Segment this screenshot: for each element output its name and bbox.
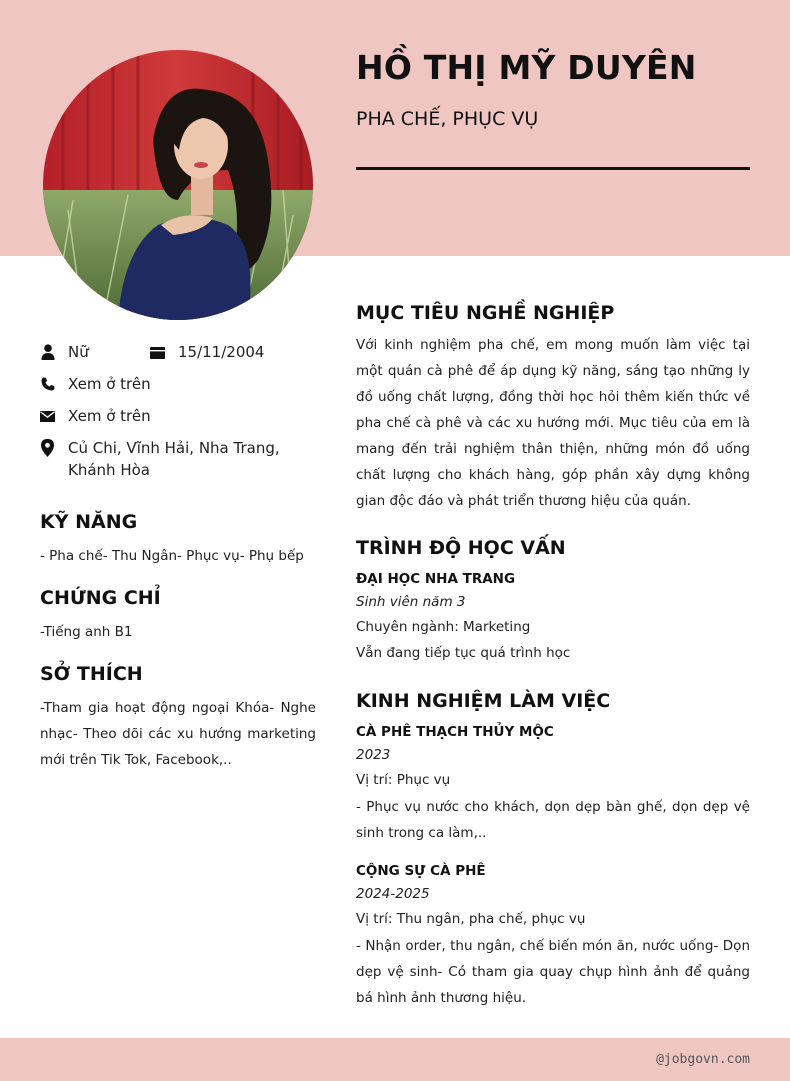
address-row [40,437,320,481]
objective-title: MỤC TIÊU NGHỀ NGHIỆP [356,302,615,324]
map-pin-icon [40,437,55,459]
education-period: Sinh viên năm 3 [356,594,466,610]
gender-value: Nữ [68,343,89,361]
experience-position: Vị trí: Thu ngân, pha chế, phục vụ [356,911,586,927]
education-title: TRÌNH ĐỘ HỌC VẤN [356,537,566,559]
phone-value: Xem ở trên [68,375,151,393]
avatar [43,50,313,320]
certificates-text: -Tiếng anh B1 [40,624,133,640]
education-note: Vẫn đang tiếp tục quá trình học [356,645,571,661]
hobbies-title: SỞ THÍCH [40,663,143,685]
header-divider [356,167,750,170]
watermark: @jobgovn.com [656,1052,750,1067]
email-row [40,405,151,427]
objective-text: Với kinh nghiệm pha chế, em mong muốn làm việc tại một quán cà phê để áp dụng kỹ năng, sáng tạo những ly đồ uống chất lượng, đồng thời học hỏi thêm kiến thức về pha chế cà phê và các xu hướng mới. Mục tiêu của em là mang đến trải nghiệm thân thiện, những món đồ uống chất lượng cho khách hàng, góp phần xây dựng không gian độc đáo và phát triển thương hiệu của quán. [356,337,750,509]
skills-title: KỸ NĂNG [40,511,138,533]
experience-description: - Phục vụ nước cho khách, dọn dẹp bàn ghế, dọn dẹp vệ sinh trong ca làm,.. [356,799,750,841]
education-school: ĐẠI HỌC NHA TRANG [356,571,516,587]
phone-row [40,373,151,395]
user-icon [40,341,55,363]
experience-company: CỘNG SỰ CÀ PHÊ [356,863,486,879]
experience-company: CÀ PHÊ THẠCH THỦY MỘC [356,724,554,740]
education-major: Chuyên ngành: Marketing [356,619,531,635]
experience-position: Vị trí: Phục vụ [356,772,451,788]
gender-row [40,341,89,363]
mail-icon [40,405,55,427]
candidate-name: HỒ THỊ MỸ DUYÊN [356,48,697,87]
experience-description: - Nhận order, thu ngân, chế biến món ăn, nước uống- Dọn dẹp vệ sinh- Có tham gia quay chụp hình ảnh để quảng bá hình ảnh thương hiệu. [356,938,750,1006]
birthday-value: 15/11/2004 [178,343,265,361]
experience-period: 2024-2025 [356,886,430,902]
skills-text: - Pha chế- Thu Ngân- Phục vụ- Phụ bếp [40,548,304,564]
calendar-icon [150,341,165,363]
hobbies-text: -Tham gia hoạt động ngoại Khóa- Nghe nhạc- Theo dõi các xu hướng marketing mới trên Tik Tok, Facebook,.. [40,700,316,768]
birthday-row [150,341,264,363]
phone-icon [40,373,55,395]
address-value: Củ Chi, Vĩnh Hải, Nha Trang, Khánh Hòa [68,439,280,479]
experience-period: 2023 [356,747,391,763]
email-value: Xem ở trên [68,407,151,425]
job-title: PHA CHẾ, PHỤC VỤ [356,108,539,130]
certificates-title: CHỨNG CHỈ [40,587,161,609]
experience-title: KINH NGHIỆM LÀM VIỆC [356,690,611,712]
